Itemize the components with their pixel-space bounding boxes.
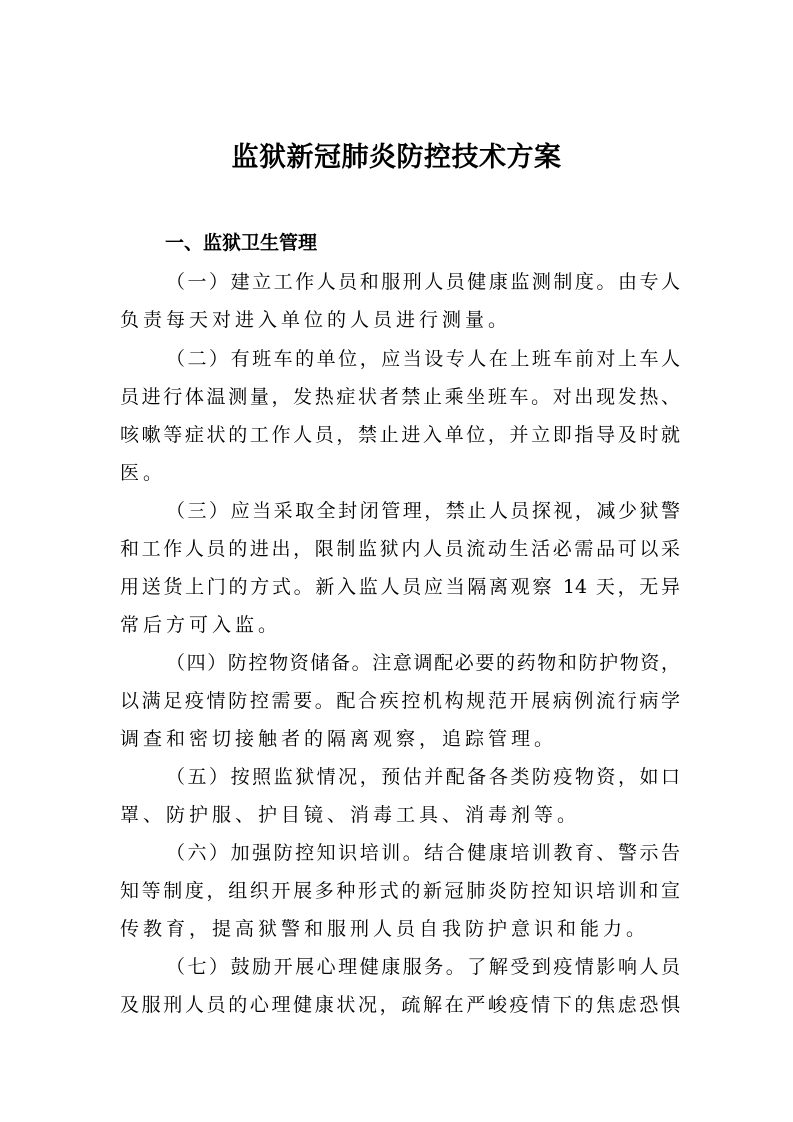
paragraph-line: （七）鼓励开展心理健康服务。了解受到疫情影响人员 <box>166 956 680 978</box>
paragraph-line: （二）有班车的单位，应当设专人在上班车前对上车人 <box>166 348 680 370</box>
paragraph-line: 和工作人员的进出，限制监狱内人员流动生活必需品可以采 <box>120 538 680 560</box>
paragraph-line: 调查和密切接触者的隔离观察，追踪管理。 <box>120 728 558 750</box>
section-heading: 一、监狱卫生管理 <box>165 232 318 254</box>
paragraph-line: 员进行体温测量，发热症状者禁止乘坐班车。对出现发热、 <box>120 386 680 408</box>
paragraph-line: 常后方可入监。 <box>120 614 282 636</box>
document-title: 监狱新冠肺炎防控技术方案 <box>231 142 562 173</box>
paragraph-line: 罩、防护服、护目镜、消毒工具、消毒剂等。 <box>120 804 581 826</box>
paragraph-line: （六）加强防控知识培训。结合健康培训教育、警示告 <box>166 842 680 864</box>
paragraph-line: （一）建立工作人员和服刑人员健康监测制度。由专人 <box>166 271 680 293</box>
paragraph-line: （五）按照监狱情况，预估并配备各类防疫物资，如口 <box>166 766 680 788</box>
paragraph-line: 医。 <box>120 462 167 484</box>
paragraph-line: 及服刑人员的心理健康状况，疏解在严峻疫情下的焦虑恐惧 <box>120 994 680 1016</box>
paragraph-line: 咳嗽等症状的工作人员，禁止进入单位，并立即指导及时就 <box>120 424 680 446</box>
paragraph-line: 知等制度，组织开展多种形式的新冠肺炎防控知识培训和宣 <box>120 880 680 902</box>
paragraph-line: （三）应当采取全封闭管理，禁止人员探视，减少狱警 <box>166 500 680 522</box>
paragraph-line: 负责每天对进入单位的人员进行测量。 <box>120 309 512 331</box>
paragraph-line: 传教育，提高狱警和服刑人员自我防护意识和能力。 <box>120 918 650 940</box>
paragraph-line: 用送货上门的方式。新入监人员应当隔离观察 14 天，无异 <box>120 576 680 598</box>
paragraph-line: 以满足疫情防控需要。配合疾控机构规范开展病例流行病学 <box>120 690 680 712</box>
paragraph-line: （四）防控物资储备。注意调配必要的药物和防护物资， <box>166 652 680 674</box>
